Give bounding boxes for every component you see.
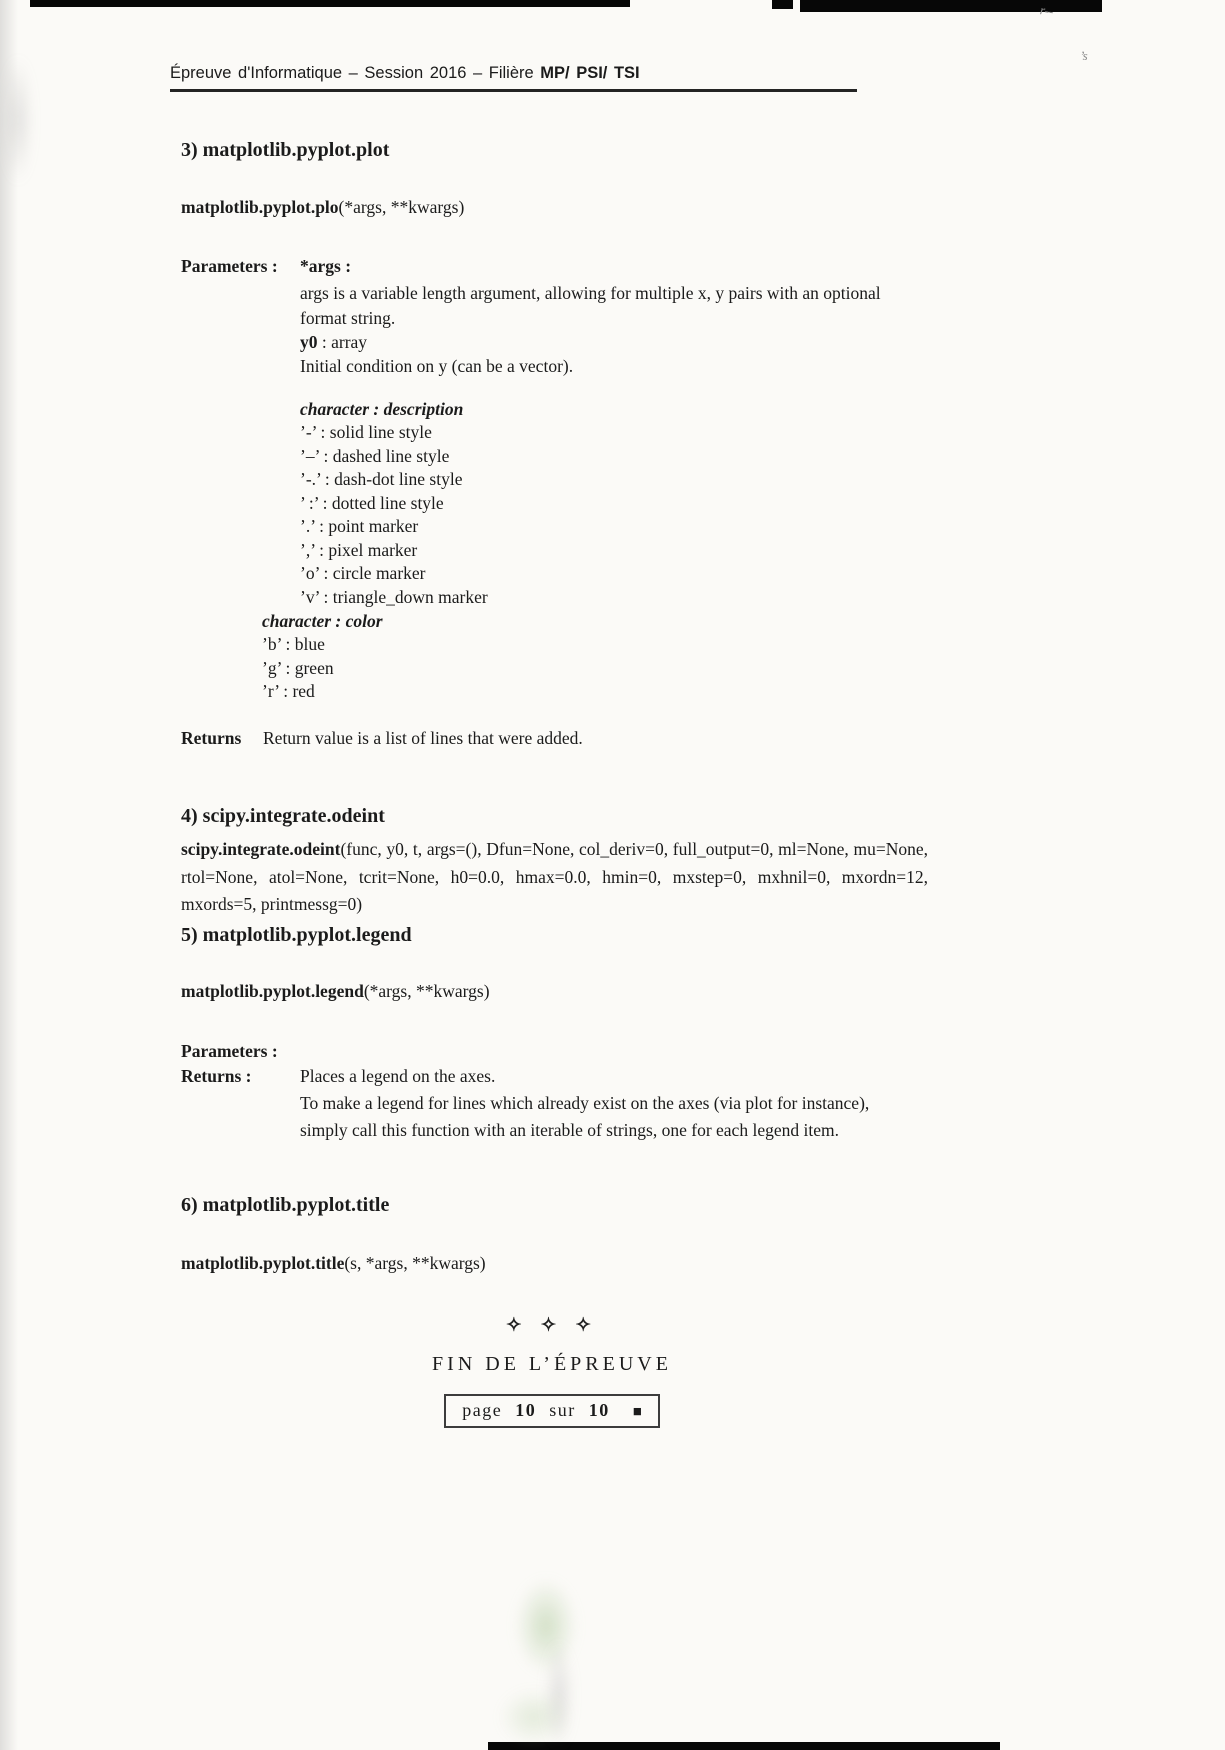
edge-mark: ’s <box>1080 48 1088 63</box>
sur-word: sur <box>549 1400 576 1420</box>
pencil-mark: r-- <box>1039 2 1055 19</box>
parameters-label: Parameters : <box>181 256 278 276</box>
scan-smudge <box>4 55 32 185</box>
page-number-box <box>444 1394 660 1428</box>
list-item: ’b’ : blue <box>262 634 325 654</box>
color-list <box>262 633 334 704</box>
returns-text: Return value is a list of lines that were added. <box>263 728 583 748</box>
returns-label: Returns : <box>181 1066 252 1086</box>
signature-name: scipy.integrate.odeint <box>181 839 341 859</box>
list-item: ’o’ : circle marker <box>300 563 426 583</box>
returns-label: Returns <box>181 728 242 748</box>
scan-edge-shading <box>0 0 18 1750</box>
page-word: page <box>462 1400 503 1420</box>
signature-args: (s, *args, **kwargs) <box>344 1253 486 1273</box>
signature-name: matplotlib.pyplot.plo <box>181 197 339 217</box>
y0-name: y0 <box>300 332 318 352</box>
header-filiere: MP/ PSI/ TSI <box>540 64 640 82</box>
section4-signature <box>181 836 928 919</box>
ornament-diamonds: ✧ ✧ ✧ <box>505 1315 599 1336</box>
page-total: 10 <box>588 1400 610 1420</box>
list-item: ’.’ : point marker <box>300 516 419 536</box>
signature-name: matplotlib.pyplot.title <box>181 1253 345 1273</box>
section3-signature <box>181 195 464 219</box>
args-label: *args : <box>300 256 352 276</box>
y0-label-line <box>300 330 367 354</box>
section5-heading: 5) matplotlib.pyplot.legend <box>181 924 412 946</box>
scan-artifact-bar-top-left <box>30 0 630 7</box>
end-square-icon: ■ <box>632 1404 642 1420</box>
page-header <box>170 61 640 85</box>
parameters-label: Parameters : <box>181 1041 278 1061</box>
character-color-heading: character : color <box>262 611 383 631</box>
section6-signature <box>181 1251 486 1275</box>
header-rule <box>170 89 857 92</box>
signature-name: matplotlib.pyplot.legend <box>181 981 364 1001</box>
returns-text-line: Places a legend on the axes. <box>300 1066 496 1086</box>
args-description-line: args is a variable length argument, allowing for multiple x, y pairs with an optional <box>300 283 881 303</box>
list-item: ’,’ : pixel marker <box>300 539 418 560</box>
list-item: ’ :’ : dotted line style <box>300 492 444 513</box>
signature-args: (*args, **kwargs) <box>363 981 490 1001</box>
section3-heading: 3) matplotlib.pyplot.plot <box>181 139 390 161</box>
list-item: ’–’ : dashed line style <box>300 445 450 466</box>
page-current: 10 <box>515 1400 537 1420</box>
list-item: ’v’ : triangle_down marker <box>300 586 488 607</box>
list-item: ’r’ : red <box>262 681 315 701</box>
y0-description: Initial condition on y (can be a vector). <box>300 356 574 376</box>
character-description-heading: character : description <box>300 399 464 419</box>
signature-args: (func, y0, t, args=(), Dfun=None, col_deriv=0, full_output=0, ml=None, mu=None, rtol=None, atol=None, tcrit=None, h0=0.0, hmax=0.0, hmin=0, mxstep=0, mxhnil=0, mxordn=12, mxords=5, printmessg=0) <box>181 839 928 914</box>
line-style-list <box>300 421 488 609</box>
scan-smudge <box>545 1640 573 1750</box>
list-item: ’-.’ : dash-dot line style <box>300 469 463 489</box>
args-description-line: format string. <box>300 308 396 328</box>
end-of-exam-text: FIN DE L’ÉPREUVE <box>432 1353 672 1375</box>
section4-heading: 4) scipy.integrate.odeint <box>181 805 385 827</box>
scan-artifact-bar-top-mid <box>772 0 793 9</box>
header-title: Épreuve d'Informatique – Session 2016 – Filière <box>170 64 541 82</box>
page-number-row <box>0 1394 1104 1428</box>
returns-text-line: To make a legend for lines which already exist on the axes (via plot for instance), <box>300 1093 870 1113</box>
list-item: ’g’ : green <box>262 657 334 678</box>
y0-type: : array <box>317 332 368 352</box>
list-item: ’-’ : solid line style <box>300 422 432 442</box>
returns-text-line: simply call this function with an iterable of strings, one for each legend item. <box>300 1120 839 1140</box>
signature-args: (*args, **kwargs) <box>338 197 465 217</box>
section6-heading: 6) matplotlib.pyplot.title <box>181 1194 390 1216</box>
scan-artifact-bar-top-right <box>800 0 1102 12</box>
section5-signature <box>181 979 490 1003</box>
